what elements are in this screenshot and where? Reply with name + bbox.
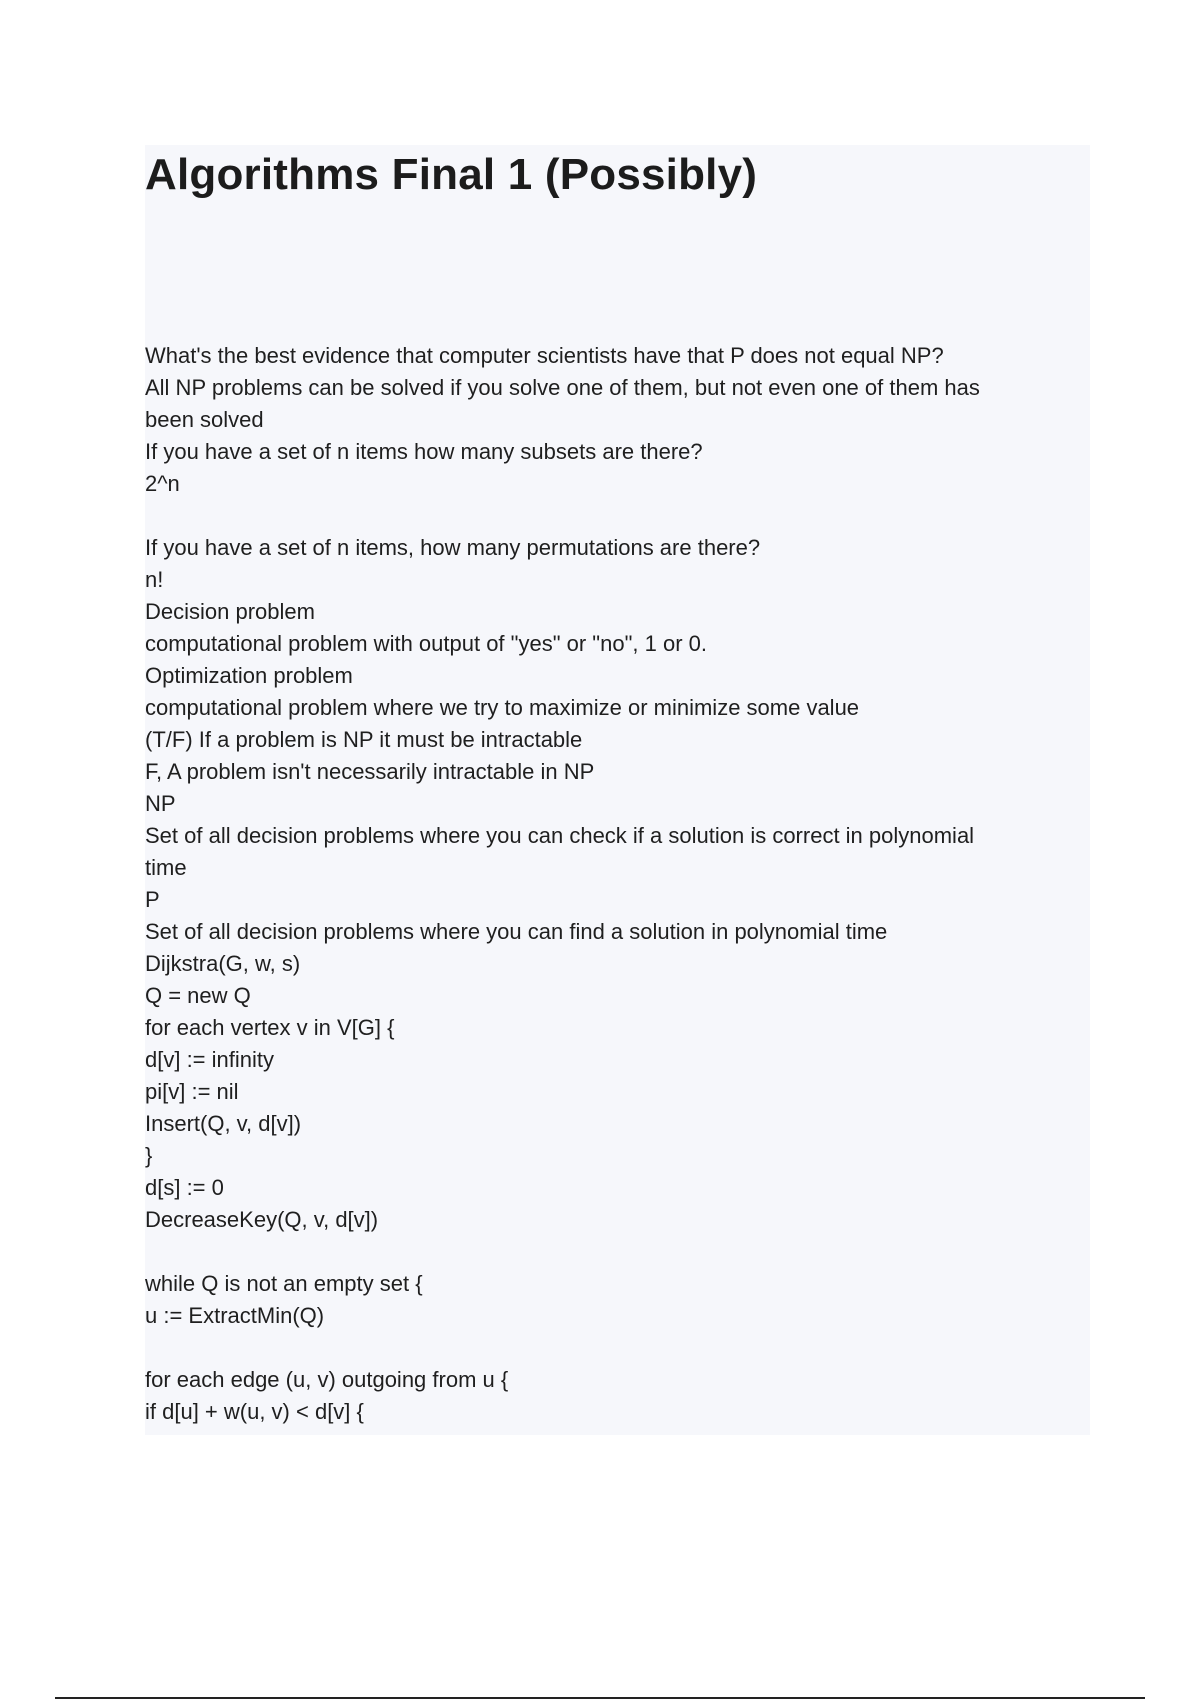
blank-line — [145, 500, 1070, 532]
text-line: 2^n — [145, 471, 180, 496]
footer-rule — [55, 1697, 1145, 1699]
code-line: Insert(Q, v, d[v]) — [145, 1111, 302, 1136]
text-line: computational problem where we try to maximize or minimize some value — [145, 695, 860, 720]
code-line: for each edge (u, v) outgoing from u { — [145, 1367, 509, 1392]
blank-line — [145, 1332, 1070, 1364]
text-line: computational problem with output of "yes" or "no", 1 or 0. — [145, 631, 707, 656]
code-line: for each vertex v in V[G] { — [145, 1015, 395, 1040]
document-body — [145, 340, 1070, 1428]
code-line: if d[u] + w(u, v) < d[v] { — [145, 1399, 364, 1424]
text-line: If you have a set of n items how many subsets are there? — [145, 439, 703, 464]
text-line: Optimization problem — [145, 663, 353, 688]
text-line: P — [145, 887, 160, 912]
blank-line — [145, 1236, 1070, 1268]
text-line: If you have a set of n items, how many permutations are there? — [145, 535, 761, 560]
code-line: d[s] := 0 — [145, 1175, 224, 1200]
text-line: Set of all decision problems where you can check if a solution is correct in polynomial — [145, 823, 975, 848]
code-line: d[v] := infinity — [145, 1047, 275, 1072]
text-line: Decision problem — [145, 599, 315, 624]
text-line: All NP problems can be solved if you solve one of them, but not even one of them has — [145, 375, 980, 400]
code-line: DecreaseKey(Q, v, d[v]) — [145, 1207, 379, 1232]
code-line: pi[v] := nil — [145, 1079, 239, 1104]
text-line: NP — [145, 791, 176, 816]
text-line: (T/F) If a problem is NP it must be intractable — [145, 727, 583, 752]
text-line: What's the best evidence that computer scientists have that P does not equal NP? — [145, 343, 944, 368]
code-line: Dijkstra(G, w, s) — [145, 951, 301, 976]
code-line: while Q is not an empty set { — [145, 1271, 423, 1296]
code-line: u := ExtractMin(Q) — [145, 1303, 325, 1328]
text-line: been solved — [145, 407, 264, 432]
code-line: Q = new Q — [145, 983, 251, 1008]
document-title: Algorithms Final 1 (Possibly) — [145, 150, 758, 199]
text-line: Set of all decision problems where you can find a solution in polynomial time — [145, 919, 888, 944]
text-line: n! — [145, 567, 164, 592]
code-line: } — [145, 1143, 153, 1168]
text-line: time — [145, 855, 187, 880]
text-line: F, A problem isn't necessarily intractable in NP — [145, 759, 595, 784]
